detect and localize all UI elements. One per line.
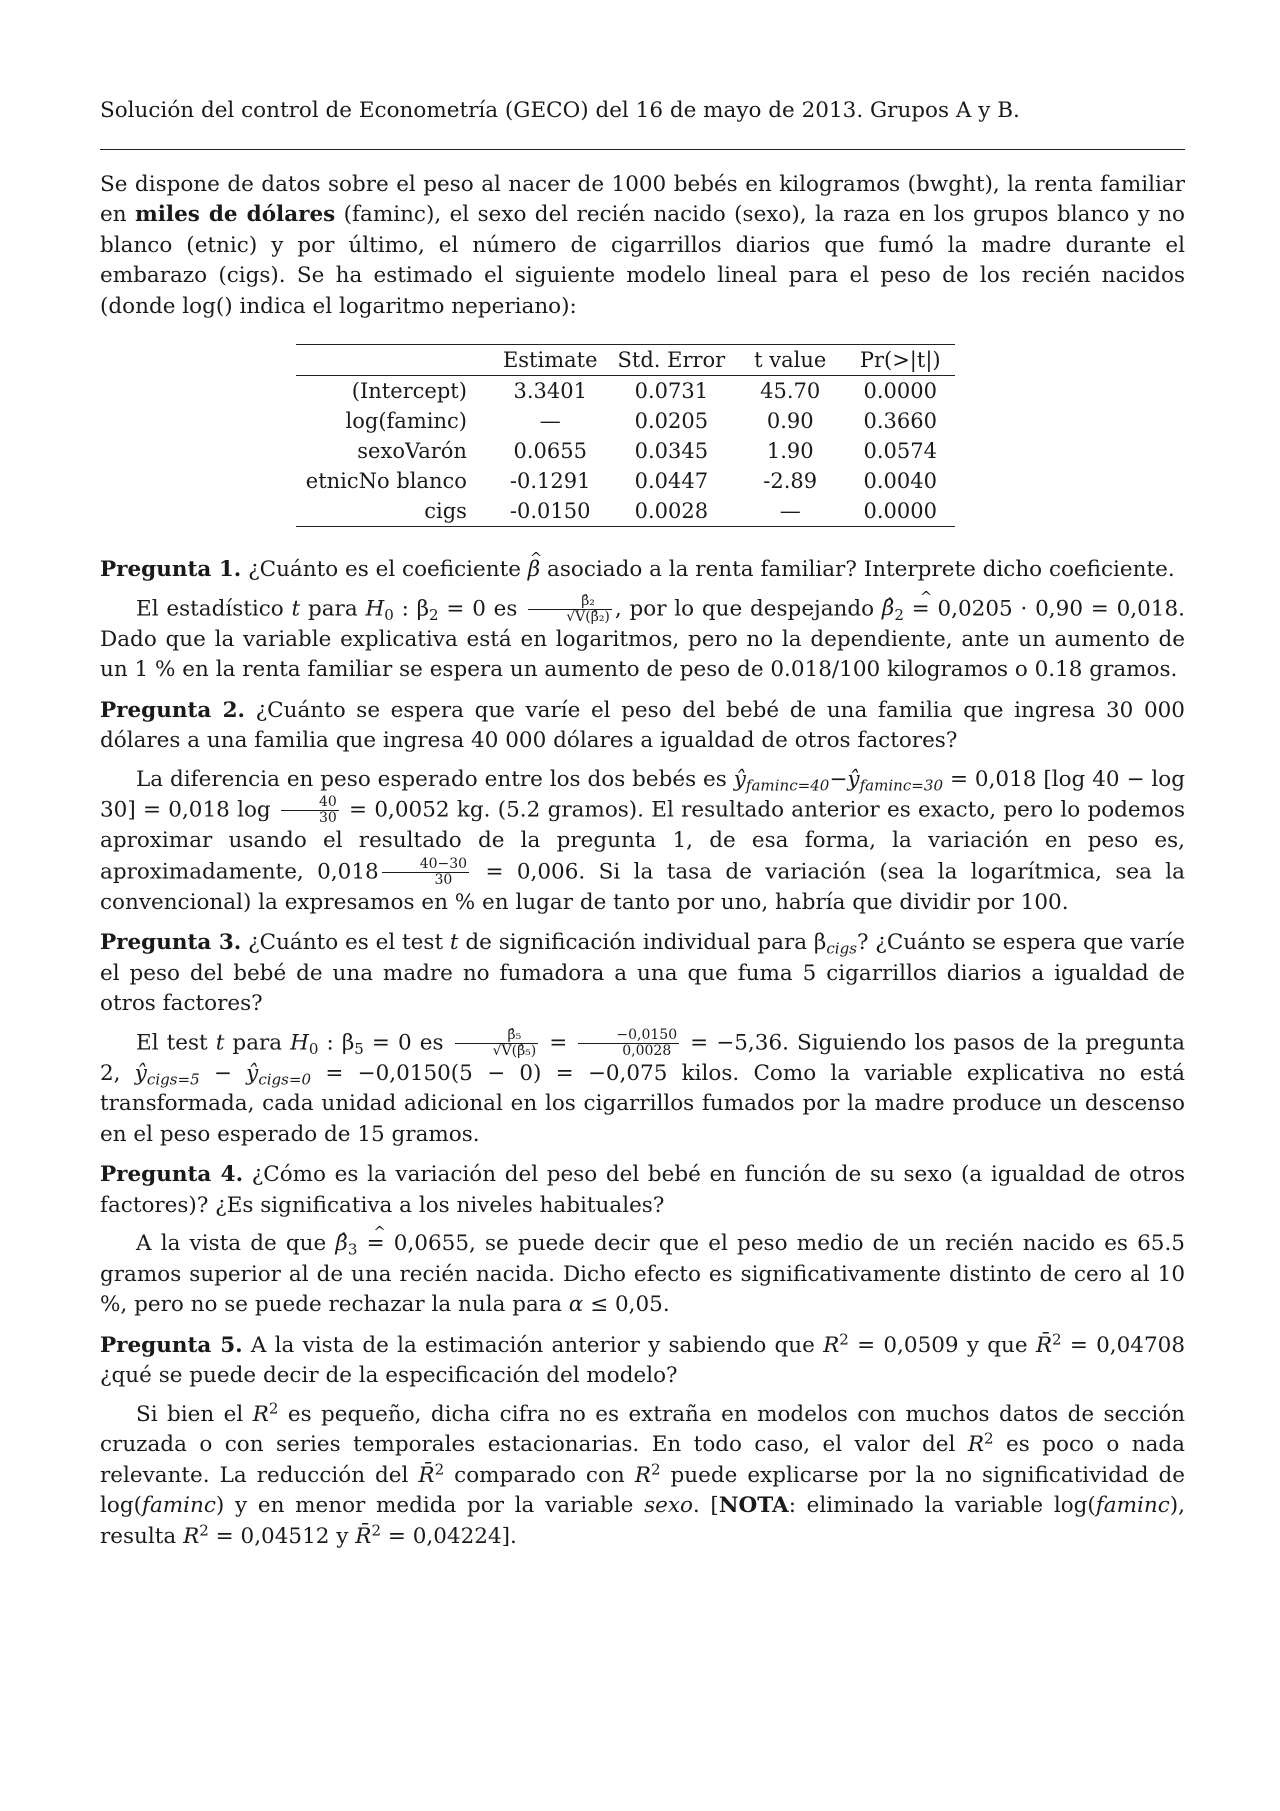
answer-2-text-d: = 0,006. Si la tasa de variación (sea la logarítmica, sea la convencional) la expresamos en % en lugar de tanto por uno, habría que dividir por 100.: [100, 859, 1185, 915]
answer-1-text-c: : β: [393, 596, 430, 621]
table-cell: 0.0205: [634, 409, 709, 433]
fraction-numerator: β̂₂: [528, 594, 612, 610]
table-cell: -0.0150: [493, 496, 608, 527]
answer-3-text-d: = 0 es: [363, 1030, 452, 1055]
table-cell: 0.0000: [863, 379, 937, 403]
answer-4-text-a: A la vista de que: [136, 1231, 336, 1256]
fraction-numerator: 40−30: [382, 857, 469, 873]
answer-1: [100, 594, 1185, 686]
table-cell: 0.0040: [863, 469, 937, 493]
answer-1-text-a: El estadístico: [136, 596, 292, 621]
question-5-text-a: A la vista de la estimación anterior y sabiendo que: [242, 1332, 824, 1358]
intro-paragraph: [100, 170, 1185, 323]
answer-5-text-h: : eliminado la variable log(: [788, 1493, 1096, 1518]
answer-1-text-e: , por lo que despejando: [614, 596, 882, 621]
regression-table: [296, 344, 955, 527]
answer-1-text-d: = 0 es: [438, 596, 526, 621]
fraction-denominator: √V(β̂₅): [492, 1042, 537, 1059]
table-cell: —: [539, 409, 561, 433]
table-cell: sexoVarón: [357, 439, 467, 463]
answer-3: [100, 1028, 1185, 1151]
answer-2-text-c: = 0,0052 kg. (5.2 gramos). El resultado anterior es exacto, pero lo podemos aproximar usando el resultado de la pregunta 1, de esa forma, la variación en peso es, aproximadamente, 0,018: [100, 797, 1186, 884]
header-rule: [100, 149, 1185, 150]
table-header-cell: Std. Error: [608, 345, 736, 376]
t-statistic-fraction: [528, 594, 612, 625]
table-cell: -0.1291: [509, 469, 591, 493]
question-4-text: ¿Cómo es la variación del peso del bebé en función de su sexo (a igualdad de otros factores)? ¿Es significativa a los niveles habituales?: [100, 1162, 1186, 1218]
regression-table-wrapper: [100, 344, 1185, 527]
question-5: [100, 1331, 1185, 1392]
answer-2-text-a: La diferencia en peso esperado entre los dos bebés es: [136, 766, 734, 792]
answer-5-text-j: = 0,04512 y: [208, 1523, 356, 1549]
intro-bold-text: miles de dólares: [134, 202, 336, 227]
question-5-text-c: = 0,04708 ¿qué se puede decir de la especificación del modelo?: [100, 1332, 1185, 1388]
y-hat-subscript: cigs=0: [258, 1070, 312, 1088]
table-cell: 0.0000: [845, 496, 955, 527]
answer-3-text-f: = −0,0150(5 − 0) = −0,075 kilos. Como la variable explicativa no está transformada, cada unidad adicional en los cigarrillos fumados por la madre produce un descenso en el peso esperado de 15 gramos.: [100, 1060, 1185, 1147]
question-1: [100, 555, 1185, 586]
r-bar-symbol: R̄: [355, 1523, 372, 1549]
r-bar-symbol: R̄: [418, 1462, 435, 1488]
question-5-text-b: = 0,0509 y que: [848, 1332, 1036, 1358]
table-cell: 1.90: [766, 439, 814, 463]
answer-1-text-g: = 0,0205 · 0,90 = 0,018. Dado que la variable explicativa está en logaritmos, pero no la dependiente, ante un aumento de un 1 % en la renta familiar se espera un aumento de peso de 0.018/100 kilogramos o 0.18 gramos.: [100, 596, 1185, 682]
y-hat-symbol: ŷ: [246, 1060, 259, 1086]
table-header-cell: Estimate: [493, 345, 608, 376]
document-header: Solución del control de Econometría (GECO) del 16 de mayo de 2013. Grupos A y B.: [100, 98, 1020, 123]
table-cell: 45.70: [760, 379, 821, 403]
r-squared-exponent: 2: [650, 1459, 661, 1478]
t-symbol: t: [291, 596, 301, 621]
beta-hat-symbol: β ^: [528, 557, 540, 582]
y-hat-subscript: cigs=5: [146, 1070, 200, 1088]
answer-5-text-f: ) y en menor medida por la variable: [215, 1493, 645, 1518]
answer-3-text-a: El test: [136, 1030, 216, 1055]
fraction-numerator: β̂₅: [455, 1028, 539, 1044]
faminc-variable: faminc: [1095, 1493, 1170, 1518]
table-header-cell: t value: [735, 345, 845, 376]
table-cell: log(faminc): [345, 409, 467, 433]
beta-hat-symbol: β̂ ^: [335, 1231, 347, 1256]
table-cell: -2.89: [763, 469, 818, 493]
answer-4-text-c: ≤ 0,05.: [583, 1292, 670, 1317]
beta-subscript: 5: [354, 1039, 364, 1058]
answer-1-text-b: para: [300, 596, 366, 621]
table-cell: 0.90: [766, 409, 814, 433]
table-row: [296, 406, 955, 436]
t-symbol: t: [215, 1030, 225, 1055]
beta-subscript: 3: [347, 1240, 358, 1259]
table-row: [296, 496, 955, 527]
sexo-variable: sexo: [644, 1493, 693, 1518]
minus-symbol: −: [829, 766, 848, 792]
r-squared-exponent: 2: [199, 1520, 209, 1539]
table-cell: (Intercept): [351, 379, 467, 403]
answer-5-text-e: puede explicarse por la no significatividad de log(: [100, 1462, 1186, 1518]
beta-subscript: cigs: [826, 939, 857, 958]
answer-3-text-b: para: [224, 1030, 291, 1055]
table-row: [296, 436, 955, 466]
r-symbol: R: [823, 1332, 840, 1358]
faminc-variable: faminc: [141, 1493, 216, 1518]
document-page: [100, 96, 1185, 1552]
r-symbol: R: [252, 1401, 269, 1427]
question-3-text-a: ¿Cuánto es el test: [241, 930, 450, 955]
answer-5-text-i: ), resulta: [100, 1493, 1185, 1549]
r-squared-exponent: 2: [839, 1329, 849, 1348]
answer-5-text-a: Si bien el: [136, 1401, 253, 1427]
nota-label: NOTA: [718, 1493, 789, 1518]
table-header-row: [296, 345, 955, 376]
fraction-numerator: 40: [281, 795, 339, 811]
table-cell: 0.0655: [513, 439, 587, 463]
r-squared-exponent: 2: [268, 1398, 279, 1417]
answer-4: [100, 1229, 1185, 1321]
h0-subscript: 0: [308, 1039, 319, 1058]
answer-3-text-e: = −5,36. Siguiendo los pasos de la pregunta 2,: [100, 1030, 1185, 1086]
table-cell: 0.0028: [608, 496, 736, 527]
fraction-denominator: 0,0028: [622, 1042, 672, 1059]
y-hat-symbol: ŷ: [733, 766, 746, 792]
question-1-text-a: ¿Cuánto es el coeficiente: [241, 557, 528, 582]
log-fraction: [281, 795, 339, 826]
intro-text-1: Se dispone de datos sobre el peso al nacer de 1000 bebés en kilogramos (bwght), la renta familiar en: [100, 171, 1185, 227]
table-header-cell: [296, 345, 493, 376]
approximation-fraction: [382, 857, 469, 888]
equals-symbol: =: [541, 1030, 576, 1055]
question-2-label: Pregunta 2.: [100, 697, 246, 723]
answer-5-text-b: es pequeño, dicha cifra no es extraña en modelos con muchos datos de sección cruzada o con series temporales estacionarias. En todo caso, el valor del: [100, 1401, 1185, 1457]
y-hat-symbol: ŷ: [134, 1060, 147, 1086]
table-cell: etnicNo blanco: [305, 469, 467, 493]
alpha-symbol: α: [568, 1292, 584, 1317]
beta-subscript: 2: [894, 605, 904, 624]
answer-2: [100, 765, 1185, 919]
question-1-label: Pregunta 1.: [100, 557, 242, 582]
table-cell: 0.0731: [634, 379, 709, 403]
h0-subscript: 0: [384, 605, 394, 624]
table-cell: cigs: [296, 496, 493, 527]
answer-5-text-k: = 0,04224].: [381, 1523, 517, 1549]
question-4: [100, 1160, 1185, 1221]
table-cell: —: [735, 496, 845, 527]
r-symbol: R: [183, 1523, 200, 1549]
fraction-denominator: 30: [318, 810, 337, 826]
y-hat-symbol: ŷ: [847, 766, 860, 792]
t-value-fraction: [578, 1028, 679, 1059]
intro-text-2: (faminc), el sexo del recién nacido (sexo), la raza en los grupos blanco y no blanco (etnic) y por último, el número de cigarrillos diarios que fumó la madre durante el embarazo (cigs). Se ha estimado el siguiente modelo lineal para el peso de los recién nacidos (donde log() indica el logaritmo neperiano):: [100, 202, 1185, 319]
beta-hat-symbol: β̂ ^: [882, 596, 894, 621]
r-symbol: R: [967, 1432, 985, 1457]
r-squared-exponent: 2: [434, 1459, 445, 1478]
question-1-text-b: asociado a la renta familiar? Interprete dicho coeficiente.: [540, 557, 1175, 582]
r-squared-exponent: 2: [1052, 1329, 1062, 1348]
table-cell: 0.3660: [863, 409, 937, 433]
h0-symbol: H: [290, 1030, 309, 1055]
t-statistic-fraction: [455, 1028, 539, 1059]
question-3-text-b: de significación individual para β: [458, 930, 827, 955]
question-3-text-c: ? ¿Cuánto se espera que varíe el peso del bebé de una madre no fumadora a una que fuma 5 cigarrillos diarios a igualdad de otros factores?: [100, 930, 1185, 1016]
answer-5-text-d: comparado con: [444, 1462, 635, 1488]
answer-5-text-c: es poco o nada relevante. La reducción del: [100, 1432, 1185, 1488]
t-symbol: t: [449, 930, 459, 955]
y-hat-subscript: faminc=30: [859, 776, 944, 794]
fraction-denominator: 30: [434, 871, 453, 888]
fraction-denominator: √V(β̂₂): [566, 608, 610, 625]
answer-4-text-b: = 0,0655, se puede decir que el peso medio de un recién nacido es 65.5 gramos superior al de una recién nacida. Dicho efecto es significativamente distinto de cero al 10 %, pero no se puede rechazar la nula para: [100, 1231, 1185, 1317]
answer-5: [100, 1400, 1185, 1553]
table-cell: 3.3401: [513, 379, 587, 403]
table-row: [296, 376, 955, 407]
table-header-cell: Pr(>|t|): [845, 345, 955, 376]
fraction-numerator: −0,0150: [578, 1028, 679, 1044]
table-cell: 0.0447: [634, 469, 709, 493]
r-bar-symbol: R̄: [1035, 1332, 1053, 1358]
table-cell: 0.0574: [863, 439, 937, 463]
table-cell: 0.0345: [634, 439, 709, 463]
y-hat-subscript: faminc=40: [745, 776, 830, 794]
r-squared-exponent: 2: [984, 1429, 994, 1448]
question-2-text: ¿Cuánto se espera que varíe el peso del bebé de una familia que ingresa 30 000 dólares a una familia que ingresa 40 000 dólares a igualdad de otros factores?: [100, 697, 1185, 753]
answer-2-text-b: = 0,018 [log 40 − log 30] = 0,018 log: [100, 766, 1185, 823]
answer-5-text-g: . [: [692, 1493, 719, 1518]
question-3: [100, 928, 1185, 1020]
minus-symbol: −: [199, 1060, 247, 1086]
question-3-label: Pregunta 3.: [100, 930, 242, 955]
question-4-label: Pregunta 4.: [100, 1162, 244, 1187]
r-symbol: R: [634, 1462, 651, 1488]
beta-subscript: 2: [429, 605, 439, 624]
r-squared-exponent: 2: [371, 1520, 382, 1539]
question-2: [100, 696, 1185, 757]
answer-3-text-c: : β: [318, 1030, 355, 1055]
table-row: [296, 466, 955, 496]
question-5-label: Pregunta 5.: [100, 1332, 243, 1358]
h0-symbol: H: [365, 596, 385, 621]
